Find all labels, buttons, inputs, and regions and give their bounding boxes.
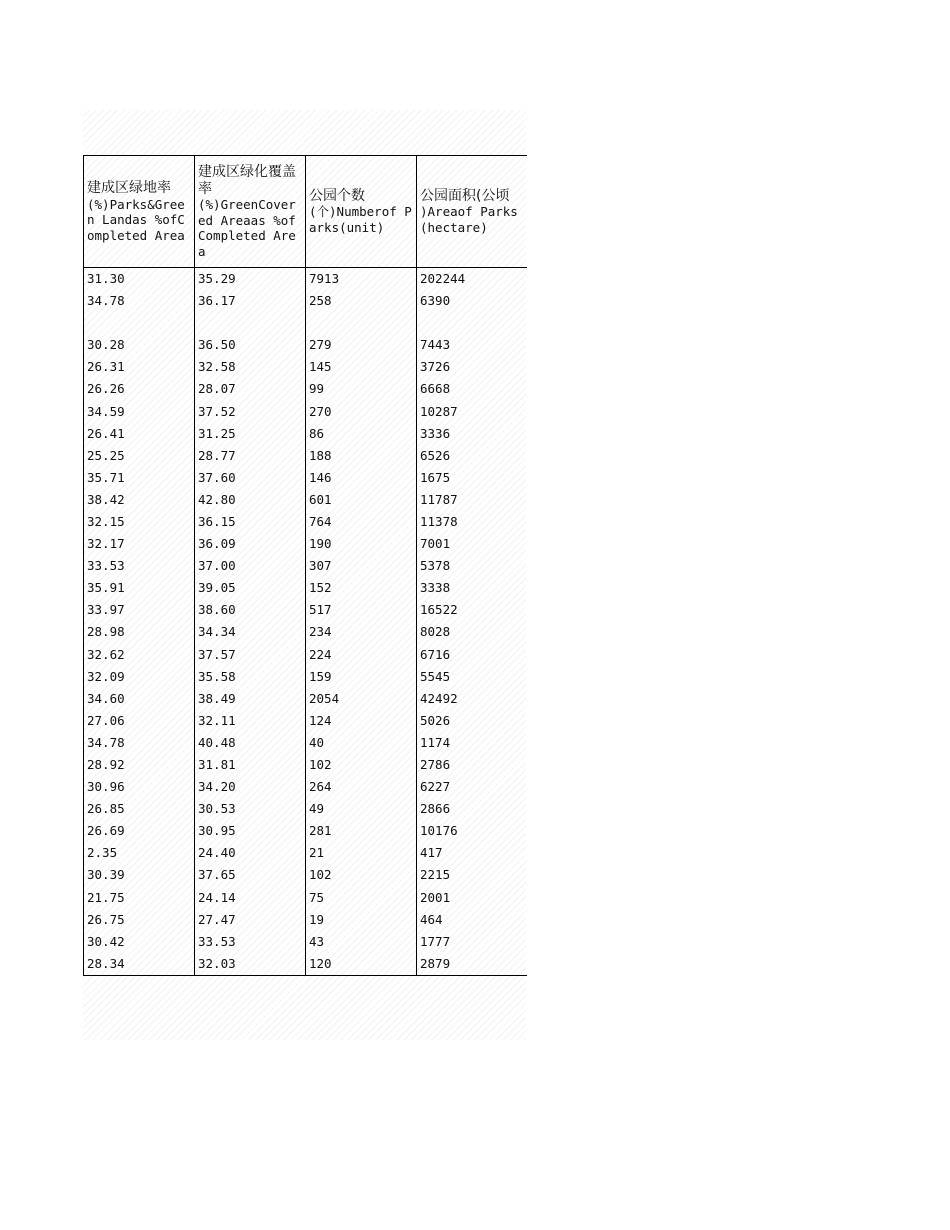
table-cell: 30.42 <box>84 931 195 953</box>
table-row <box>84 621 527 643</box>
table-cell: 21.75 <box>84 887 195 909</box>
table-cell: 33.97 <box>84 599 195 621</box>
table-cell: 37.52 <box>195 400 306 422</box>
header-row <box>84 156 527 268</box>
table-cell: 270 <box>306 400 417 422</box>
table-cell: 42.80 <box>195 489 306 511</box>
table-cell: 49 <box>306 798 417 820</box>
table-cell: 26.69 <box>84 820 195 842</box>
table-cell <box>195 312 306 334</box>
table-cell: 27.06 <box>84 710 195 732</box>
table-cell: 124 <box>306 710 417 732</box>
table-cell: 5026 <box>417 710 527 732</box>
table-cell: 36.09 <box>195 533 306 555</box>
table-cell: 36.17 <box>195 290 306 312</box>
table-cell: 26.85 <box>84 798 195 820</box>
table-row <box>84 400 527 422</box>
table-row <box>84 312 527 334</box>
header-green-land-rate <box>84 156 195 268</box>
table-cell: 75 <box>306 887 417 909</box>
table-cell: 6526 <box>417 445 527 467</box>
table-cell: 99 <box>306 378 417 400</box>
table-cell: 32.15 <box>84 511 195 533</box>
table-row <box>84 820 527 842</box>
table-cell: 38.60 <box>195 599 306 621</box>
header-en: (%)Parks&Green Landas %ofCompleted Area <box>87 196 185 243</box>
table-row <box>84 555 527 577</box>
table-cell <box>417 312 527 334</box>
table-row <box>84 644 527 666</box>
table-cell: 3338 <box>417 577 527 599</box>
table-cell: 279 <box>306 334 417 356</box>
table-cell: 224 <box>306 644 417 666</box>
table-cell: 2786 <box>417 754 527 776</box>
table-cell: 10176 <box>417 820 527 842</box>
table-cell: 2879 <box>417 953 527 976</box>
header-cn: 建成区绿化覆盖率 <box>198 164 296 197</box>
table-cell: 417 <box>417 842 527 864</box>
table-cell <box>306 312 417 334</box>
table-cell: 33.53 <box>84 555 195 577</box>
table-cell <box>84 312 195 334</box>
table-row <box>84 688 527 710</box>
table-cell: 7001 <box>417 533 527 555</box>
table-cell: 16522 <box>417 599 527 621</box>
table-row <box>84 290 527 312</box>
table-row <box>84 776 527 798</box>
data-table <box>83 155 527 976</box>
table-cell: 40.48 <box>195 732 306 754</box>
table-cell: 30.39 <box>84 864 195 886</box>
table-cell: 36.50 <box>195 334 306 356</box>
table-cell: 32.62 <box>84 644 195 666</box>
table-cell: 307 <box>306 555 417 577</box>
header-en: (%)GreenCovered Areaas %ofCompleted Area <box>198 197 296 259</box>
table-cell: 202244 <box>417 268 527 291</box>
table-cell: 32.03 <box>195 953 306 976</box>
table-cell: 234 <box>306 621 417 643</box>
table-cell: 2001 <box>417 887 527 909</box>
table-cell: 188 <box>306 445 417 467</box>
table-cell: 28.92 <box>84 754 195 776</box>
table-cell: 28.34 <box>84 953 195 976</box>
table-cell: 25.25 <box>84 445 195 467</box>
table-row <box>84 489 527 511</box>
table-cell: 464 <box>417 909 527 931</box>
table-row <box>84 864 527 886</box>
table-row <box>84 710 527 732</box>
table-cell: 34.34 <box>195 621 306 643</box>
table-row <box>84 423 527 445</box>
table-cell: 28.98 <box>84 621 195 643</box>
table-row <box>84 909 527 931</box>
header-park-area <box>417 156 527 268</box>
table-cell: 102 <box>306 754 417 776</box>
table-row <box>84 445 527 467</box>
table-cell: 28.77 <box>195 445 306 467</box>
table-cell: 2866 <box>417 798 527 820</box>
table-cell: 8028 <box>417 621 527 643</box>
table-cell: 1675 <box>417 467 527 489</box>
table-cell: 281 <box>306 820 417 842</box>
table-row <box>84 378 527 400</box>
header-en: )Areaof Parks(hectare) <box>420 204 518 235</box>
table-cell: 30.53 <box>195 798 306 820</box>
table-cell: 36.15 <box>195 511 306 533</box>
table-row <box>84 842 527 864</box>
table-cell: 146 <box>306 467 417 489</box>
header-green-cover-rate <box>195 156 306 268</box>
table-cell: 24.40 <box>195 842 306 864</box>
header-cn: 建成区绿地率 <box>87 180 171 196</box>
table-cell: 34.59 <box>84 400 195 422</box>
table-cell: 264 <box>306 776 417 798</box>
table-body <box>84 268 527 976</box>
table-cell: 6390 <box>417 290 527 312</box>
table-cell: 5378 <box>417 555 527 577</box>
table-cell: 21 <box>306 842 417 864</box>
table-cell: 7443 <box>417 334 527 356</box>
header-en: (个)Numberof Parks(unit) <box>309 204 412 235</box>
table-cell: 19 <box>306 909 417 931</box>
table-row <box>84 334 527 356</box>
table-cell: 5545 <box>417 666 527 688</box>
table-cell: 24.14 <box>195 887 306 909</box>
table-cell: 120 <box>306 953 417 976</box>
table-cell: 40 <box>306 732 417 754</box>
table-cell: 30.95 <box>195 820 306 842</box>
table-cell: 10287 <box>417 400 527 422</box>
table-cell: 35.71 <box>84 467 195 489</box>
table-cell: 6716 <box>417 644 527 666</box>
table-cell: 31.25 <box>195 423 306 445</box>
table-cell: 26.75 <box>84 909 195 931</box>
table-row <box>84 577 527 599</box>
table-cell: 34.78 <box>84 290 195 312</box>
table-cell: 27.47 <box>195 909 306 931</box>
table-row <box>84 732 527 754</box>
table-row <box>84 798 527 820</box>
table-cell: 517 <box>306 599 417 621</box>
table-cell: 43 <box>306 931 417 953</box>
table-cell: 28.07 <box>195 378 306 400</box>
table-row <box>84 511 527 533</box>
table-cell: 6227 <box>417 776 527 798</box>
table-cell: 11378 <box>417 511 527 533</box>
table-cell: 34.78 <box>84 732 195 754</box>
table-cell: 34.60 <box>84 688 195 710</box>
table-cell: 30.28 <box>84 334 195 356</box>
table-cell: 102 <box>306 864 417 886</box>
table-cell: 37.65 <box>195 864 306 886</box>
table-cell: 35.58 <box>195 666 306 688</box>
header-cn: 公园面积(公顷 <box>420 187 510 204</box>
table-cell: 190 <box>306 533 417 555</box>
table-cell: 37.60 <box>195 467 306 489</box>
table-cell: 1777 <box>417 931 527 953</box>
table-cell: 38.49 <box>195 688 306 710</box>
table-row <box>84 754 527 776</box>
header-number-of-parks <box>306 156 417 268</box>
table-cell: 39.05 <box>195 577 306 599</box>
table-cell: 32.11 <box>195 710 306 732</box>
table-cell: 764 <box>306 511 417 533</box>
table-cell: 1174 <box>417 732 527 754</box>
table-cell: 37.00 <box>195 555 306 577</box>
table-cell: 38.42 <box>84 489 195 511</box>
table-cell: 145 <box>306 356 417 378</box>
table-cell: 30.96 <box>84 776 195 798</box>
table-cell: 32.58 <box>195 356 306 378</box>
table-cell: 37.57 <box>195 644 306 666</box>
table-cell: 7913 <box>306 268 417 291</box>
table-cell: 2054 <box>306 688 417 710</box>
table-row <box>84 666 527 688</box>
table-cell: 601 <box>306 489 417 511</box>
table-cell: 26.41 <box>84 423 195 445</box>
table-cell: 11787 <box>417 489 527 511</box>
table-cell: 2215 <box>417 864 527 886</box>
table-cell: 35.29 <box>195 268 306 291</box>
table-row <box>84 953 527 976</box>
table-cell: 33.53 <box>195 931 306 953</box>
table-row <box>84 599 527 621</box>
table-cell: 152 <box>306 577 417 599</box>
table-header <box>84 156 527 268</box>
table-cell: 34.20 <box>195 776 306 798</box>
table-row <box>84 931 527 953</box>
table-cell: 32.09 <box>84 666 195 688</box>
table-cell: 26.26 <box>84 378 195 400</box>
table-cell: 2.35 <box>84 842 195 864</box>
table-row <box>84 887 527 909</box>
table-cell: 6668 <box>417 378 527 400</box>
table-cell: 3336 <box>417 423 527 445</box>
table-cell: 42492 <box>417 688 527 710</box>
table-row <box>84 268 527 291</box>
table-cell: 26.31 <box>84 356 195 378</box>
table-row <box>84 467 527 489</box>
table-cell: 32.17 <box>84 533 195 555</box>
table-cell: 258 <box>306 290 417 312</box>
table-cell: 159 <box>306 666 417 688</box>
table-row <box>84 533 527 555</box>
header-cn: 公园个数 <box>309 187 365 204</box>
table-cell: 35.91 <box>84 577 195 599</box>
table-cell: 31.30 <box>84 268 195 291</box>
table-row <box>84 356 527 378</box>
table-cell: 86 <box>306 423 417 445</box>
table-cell: 31.81 <box>195 754 306 776</box>
table-cell: 3726 <box>417 356 527 378</box>
